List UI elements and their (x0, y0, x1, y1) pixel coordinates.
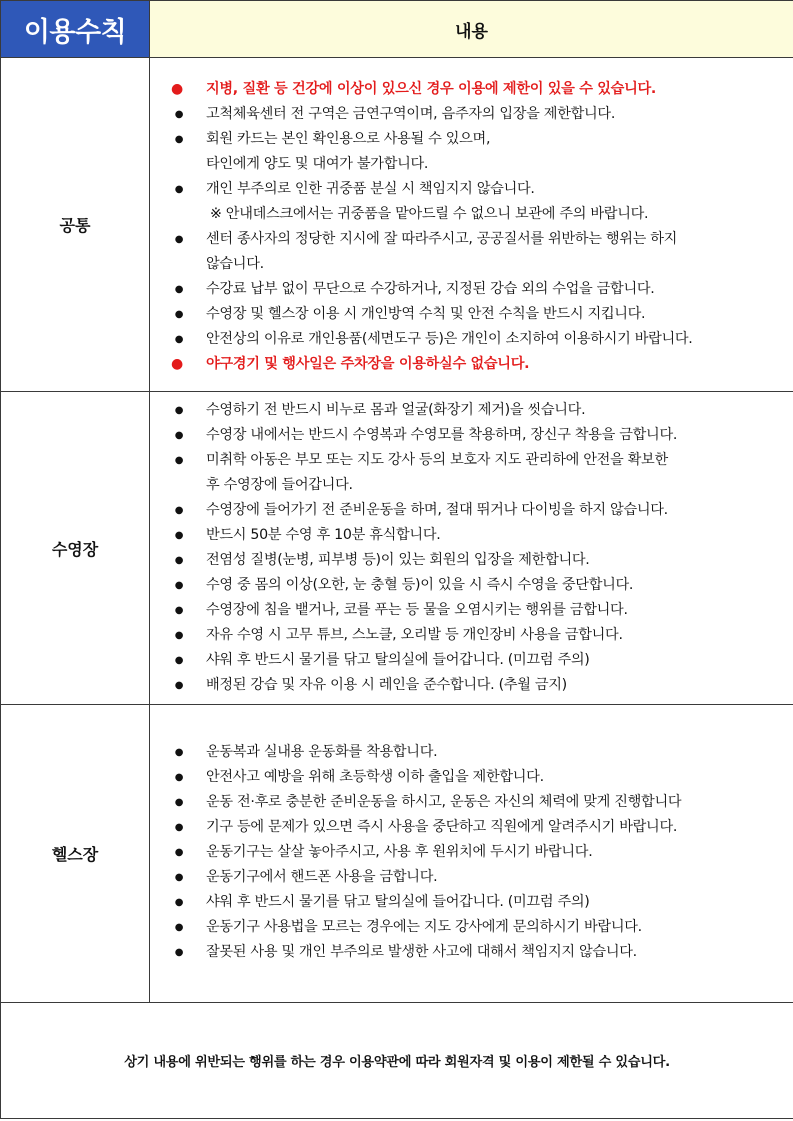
rule-text-line: 야구경기 및 행사일은 주차장을 이용하실수 없습니다. (206, 356, 530, 372)
rule-text-line: 회원 카드는 본인 확인용으로 사용될 수 있으며, (206, 131, 491, 147)
rule-item-highlighted (150, 352, 793, 377)
bullet-dot-icon: ● (174, 505, 184, 516)
table-header-row (1, 1, 793, 58)
content-header: 내용 (150, 1, 793, 58)
bullet-dot-icon: ● (174, 922, 184, 933)
rule-text-line: 후 수영장에 들어갑니다. (206, 477, 353, 493)
rule-item (150, 227, 793, 277)
bullet-dot-icon: ● (174, 872, 184, 883)
rule-item (150, 673, 793, 698)
section-row-pool (1, 392, 793, 705)
rule-text-line: 수영장에 침을 뱉거나, 코를 푸는 등 물을 오염시키는 행위를 금합니다. (206, 602, 628, 618)
bullet-dot-icon: ● (174, 680, 184, 691)
rule-item (150, 302, 793, 327)
rule-item (150, 915, 793, 940)
bullet-dot-icon: ● (174, 405, 184, 416)
rule-text-line: 안전사고 예방을 위해 초등학생 이하 출입을 제한합니다. (206, 769, 544, 785)
rule-text-line: 운동기구 사용법을 모르는 경우에는 지도 강사에게 문의하시기 바랍니다. (206, 919, 642, 935)
rule-text-line: 타인에게 양도 및 대여가 불가합니다. (206, 156, 429, 172)
rule-text-line: 안전상의 이유로 개인용품(세면도구 등)은 개인이 소지하여 이용하시기 바랍니다. (206, 331, 693, 347)
bullet-dot-icon: ● (174, 134, 184, 145)
rule-item-highlighted (150, 77, 793, 102)
rule-item (150, 448, 793, 498)
rule-text-line: 수영하기 전 반드시 비누로 몸과 얼굴(화장기 제거)을 씻습니다. (206, 402, 586, 418)
rule-text-line: 지병, 질환 등 건강에 이상이 있으신 경우 이용에 제한이 있을 수 있습니다. (206, 81, 656, 97)
rule-item (150, 890, 793, 915)
section-label-gym: 헬스장 (1, 705, 150, 1003)
rule-list-common (150, 58, 793, 377)
bullet-dot-icon: ● (174, 580, 184, 591)
bullet-dot-icon: ● (174, 630, 184, 641)
bullet-dot-icon: ● (174, 897, 184, 908)
rule-text-line: 수영 중 몸의 이상(오한, 눈 충혈 등)이 있을 시 즉시 수영을 중단합니다. (206, 577, 634, 593)
rule-text-line: 운동기구에서 핸드폰 사용을 금합니다. (206, 869, 438, 885)
bullet-dot-icon: ● (174, 555, 184, 566)
rule-item (150, 740, 793, 765)
rule-item (150, 790, 793, 815)
rule-text-line: 미취학 아동은 부모 또는 지도 강사 등의 보호자 지도 관리하에 안전을 확보한 (206, 452, 668, 468)
rule-item (150, 423, 793, 448)
rule-text-line: 운동기구는 살살 놓아주시고, 사용 후 원위치에 두시기 바랍니다. (206, 844, 593, 860)
bullet-dot-icon: ● (174, 847, 184, 858)
bullet-dot-icon: ● (174, 605, 184, 616)
rule-text-line: 운동 전·후로 충분한 준비운동을 하시고, 운동은 자신의 체력에 맞게 진행합니다 (206, 794, 682, 810)
rule-text-line: 않습니다. (206, 256, 264, 272)
rule-text-line: 수영장에 들어가기 전 준비운동을 하며, 절대 뛰거나 다이빙을 하지 않습니다. (206, 502, 668, 518)
rule-item (150, 327, 793, 352)
bullet-dot-icon: ● (174, 334, 184, 345)
rule-item (150, 815, 793, 840)
rule-item (150, 498, 793, 523)
rule-item (150, 548, 793, 573)
bullet-dot-icon: ● (174, 234, 184, 245)
rule-item (150, 840, 793, 865)
section-label-common: 공통 (1, 58, 150, 392)
section-body-gym (150, 705, 793, 1003)
bullet-dot-icon: ● (174, 430, 184, 441)
rule-text-line: 샤워 후 반드시 물기를 닦고 탈의실에 들어갑니다. (미끄럼 주의) (206, 652, 590, 668)
rule-text-line: 고척체육센터 전 구역은 금연구역이며, 음주자의 입장을 제한합니다. (206, 106, 616, 122)
bullet-dot-icon: ● (174, 772, 184, 783)
rule-text-line: 수영장 및 헬스장 이용 시 개인방역 수칙 및 안전 수칙을 반드시 지킵니다. (206, 306, 646, 322)
bullet-dot-icon: ● (174, 797, 184, 808)
bullet-dot-icon: ● (174, 947, 184, 958)
section-row-common (1, 58, 793, 392)
bullet-dot-icon: ● (174, 530, 184, 541)
section-body-pool (150, 392, 793, 705)
rule-item (150, 648, 793, 673)
section-row-gym (1, 705, 793, 1003)
bullet-dot-icon: ● (171, 356, 183, 372)
bullet-dot-icon: ● (174, 109, 184, 120)
bullet-dot-icon: ● (174, 747, 184, 758)
rule-text-line: 잘못된 사용 및 개인 부주의로 발생한 사고에 대해서 책임지지 않습니다. (206, 944, 637, 960)
bullet-dot-icon: ● (174, 309, 184, 320)
rule-text-line: 수영장 내에서는 반드시 수영복과 수영모를 착용하며, 장신구 착용을 금합니다. (206, 427, 678, 443)
rule-text-line: 기구 등에 문제가 있으면 즉시 사용을 중단하고 직원에게 알려주시기 바랍니다. (206, 819, 678, 835)
rule-text-line: ※ 안내데스크에서는 귀중품을 맡아드릴 수 없으니 보관에 주의 바랍니다. (210, 206, 649, 222)
rule-item (150, 573, 793, 598)
rule-list-pool (150, 392, 793, 698)
rule-text-line: 전염성 질병(눈병, 피부병 등)이 있는 회원의 입장을 제한합니다. (206, 552, 590, 568)
category-header: 이용수칙 (1, 1, 150, 58)
bullet-dot-icon: ● (174, 184, 184, 195)
rule-item (150, 940, 793, 965)
rule-item (150, 598, 793, 623)
bullet-dot-icon: ● (174, 822, 184, 833)
rule-item (150, 102, 793, 127)
section-label-pool: 수영장 (1, 392, 150, 705)
bullet-dot-icon: ● (174, 284, 184, 295)
rule-text-line: 배정된 강습 및 자유 이용 시 레인을 준수합니다. (추월 금지) (206, 677, 567, 693)
rule-text-line: 운동복과 실내용 운동화를 착용합니다. (206, 744, 438, 760)
rule-item (150, 277, 793, 302)
rule-text-line: 수강료 납부 없이 무단으로 수강하거나, 지정된 강습 외의 수업을 금합니다. (206, 281, 655, 297)
section-body-common (150, 58, 793, 392)
rule-text-line: 개인 부주의로 인한 귀중품 분실 시 책임지지 않습니다. (206, 181, 535, 197)
rule-item (150, 398, 793, 423)
rule-item (150, 623, 793, 648)
rule-item (150, 523, 793, 548)
rule-item (150, 765, 793, 790)
footer-row (1, 1003, 793, 1119)
bullet-dot-icon: ● (174, 455, 184, 466)
rule-text-line: 샤워 후 반드시 물기를 닦고 탈의실에 들어갑니다. (미끄럼 주의) (206, 894, 590, 910)
rule-text-line: 자유 수영 시 고무 튜브, 스노클, 오리발 등 개인장비 사용을 금합니다. (206, 627, 623, 643)
bullet-dot-icon: ● (174, 655, 184, 666)
rule-item (150, 127, 793, 177)
rule-item (150, 177, 793, 227)
rule-list-gym (150, 705, 793, 965)
rule-item (150, 865, 793, 890)
rule-text-line: 센터 종사자의 정당한 지시에 잘 따라주시고, 공공질서를 위반하는 행위는 하지 (206, 231, 678, 247)
rule-text-line: 반드시 50분 수영 후 10분 휴식합니다. (206, 527, 441, 543)
footer-notice: 상기 내용에 위반되는 행위를 하는 경우 이용약관에 따라 회원자격 및 이용이 제한될 수 있습니다. (1, 1003, 793, 1119)
bullet-dot-icon: ● (171, 81, 183, 97)
